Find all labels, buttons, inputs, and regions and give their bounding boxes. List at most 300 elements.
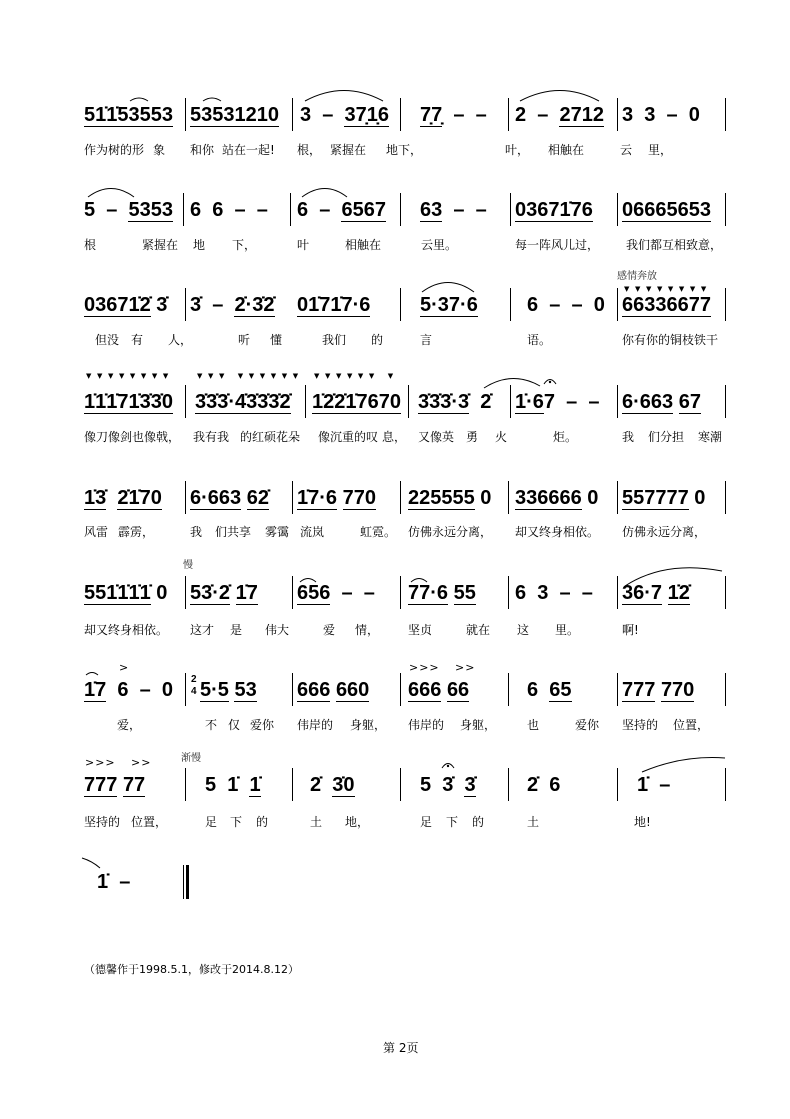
measure [408, 582, 476, 604]
lyric-word: 不 [205, 718, 218, 732]
measure [622, 199, 711, 221]
note-group: 55 [453, 582, 476, 604]
bar-line [725, 98, 726, 131]
measure [420, 199, 487, 221]
bar-line [185, 288, 186, 321]
bar-line [400, 576, 401, 609]
lyric-word: 的 [371, 333, 384, 347]
measure [622, 294, 711, 316]
lyric-word: 位置， [673, 718, 710, 732]
measure [190, 487, 269, 509]
lyric-word: 我 [622, 430, 635, 444]
bar-line [725, 768, 726, 801]
lyric-word: 地下， [386, 143, 423, 157]
bar-line [185, 673, 186, 706]
note-group: 3̇ – [190, 294, 235, 316]
note-group: 2̇ [310, 774, 333, 796]
lyric-word: 根 [84, 238, 97, 252]
lyric-word: 爱， [117, 718, 142, 732]
lyric-word: 云 [620, 143, 633, 157]
lyric-word: 足 [205, 815, 218, 829]
slur [82, 858, 100, 868]
note-group: 67 [678, 391, 701, 413]
note-group: 5353 [128, 199, 173, 221]
note-group: 7·6 [448, 294, 478, 316]
bar-line [725, 288, 726, 321]
measure [622, 487, 705, 509]
note-group: 3̇3̇3̇·3̇ [418, 391, 470, 413]
lyric-word: 流岚 [300, 525, 325, 539]
lyric-word: 相触在 [345, 238, 382, 252]
measure [84, 104, 173, 126]
lyric-word: 虹霓。 [360, 525, 397, 539]
measure [527, 679, 572, 701]
note-group: 37̣1̣6 [344, 104, 389, 126]
note-group: 5·3 [420, 294, 449, 316]
note-group: 2̇ 6 [527, 774, 561, 796]
note-group: – – [442, 199, 487, 221]
lyric-word: 坚贞 [408, 623, 433, 637]
lyric-word: 云里。 [421, 238, 458, 252]
bar-line [510, 288, 511, 321]
note-group: 53̇·2̇ [190, 582, 231, 604]
lyric-word: 爱你 [575, 718, 600, 732]
lyric-word: 却又终身相依。 [84, 623, 169, 637]
lyric-word: 爱 [323, 623, 336, 637]
note-group: 03671̇2̇ [84, 294, 151, 316]
measure [622, 391, 701, 413]
bar-line [185, 768, 186, 801]
lyric-word: 的 [472, 815, 485, 829]
note-group: 7·6 [341, 294, 371, 316]
lyric-word: 位置， [131, 815, 168, 829]
bar-line [725, 576, 726, 609]
lyric-word: 我 [190, 525, 203, 539]
note-group: 3̇0 [332, 774, 355, 796]
lyric-word: 站在一起! [222, 143, 275, 157]
lyric-word: 是 [230, 623, 243, 637]
lyric-word: 像沉重的叹 [318, 430, 379, 444]
note-group: 51̇1̇53553 [84, 104, 173, 126]
measure [515, 391, 600, 413]
bar-line [617, 768, 618, 801]
lyric-word: 伟大 [265, 623, 290, 637]
lyric-word: 地 [193, 238, 206, 252]
note-group: 551̇1̇1̇1̇ [84, 582, 151, 604]
bar-line [510, 385, 511, 418]
lyric-word: 炬。 [553, 430, 578, 444]
note-group: 1̇ – [637, 774, 671, 796]
note-group: 7̣7̣ [420, 104, 443, 126]
measure [84, 774, 145, 796]
page-number: 第 2页 [383, 1041, 419, 1055]
lyric-word: 紧握在 [330, 143, 367, 157]
lyric-word: 身躯， [460, 718, 497, 732]
accent-marks: ▼▼▼▼▼▼ ▼ [314, 372, 399, 380]
measure [515, 104, 604, 126]
lyric-word: 雾霭 [265, 525, 290, 539]
lyric-word: 仿佛永远分离， [408, 525, 493, 539]
note-group: 1̇2̇ [667, 582, 690, 604]
lyric-word: 和你 [190, 143, 215, 157]
fermata-icon [544, 380, 556, 385]
lyric-word: 象 [153, 143, 166, 157]
bar-line [508, 98, 509, 131]
measure [637, 774, 670, 796]
accent-mark: > [119, 661, 130, 674]
lyric-word: 寒潮 [698, 430, 723, 444]
measure [420, 294, 478, 316]
note-group [448, 582, 454, 604]
note-group: 6 6 – – [190, 199, 268, 221]
bar-line [725, 481, 726, 514]
note-group: 1̇·6 [515, 391, 544, 413]
note-group: 0 [150, 582, 168, 604]
measure [312, 391, 401, 413]
lyric-word: 言 [420, 333, 433, 347]
accent-marks: >> [455, 661, 476, 674]
note-group: – – [442, 104, 487, 126]
tempo-expressive-mark: 感情奔放 [617, 271, 657, 282]
lyric-word: 伟岸的 [408, 718, 445, 732]
final-bar-line [183, 865, 184, 899]
measure [527, 774, 560, 796]
note-group: 1̇3̇ [84, 487, 107, 509]
fermata-dot [549, 381, 551, 383]
fermata-icon [442, 764, 454, 769]
lyric-word: 坚持的 [84, 815, 121, 829]
measure [515, 199, 593, 221]
note-group: 63 [420, 199, 443, 221]
measure [190, 582, 258, 604]
measure [190, 199, 268, 221]
lyric-word: 里。 [555, 623, 580, 637]
accent-marks: >>> [409, 661, 440, 674]
lyric-word: 有 [131, 333, 144, 347]
lyric-word: 风雷 [84, 525, 109, 539]
note-group: 77 [122, 774, 146, 796]
note-group: 6 [527, 679, 550, 701]
bar-line [508, 576, 509, 609]
lyric-word: 仅 [228, 718, 241, 732]
measure [200, 679, 257, 701]
bar-line [400, 193, 401, 226]
lyric-word: 每一阵风儿过， [515, 238, 600, 252]
bar-line [292, 98, 293, 131]
note-group: 62̇ [246, 487, 269, 509]
lyric-word: 这 [517, 623, 530, 637]
note-group: 1̇ [249, 774, 261, 796]
note-group: 666 [408, 679, 442, 701]
note-group: 0 [474, 487, 492, 509]
note-group: 5 1̇ [205, 774, 250, 796]
tempo-slow-mark: 慢 [183, 560, 193, 571]
accent-marks: >> [131, 756, 152, 769]
measure [84, 391, 173, 413]
final-bar-line-thick [186, 865, 189, 899]
lyric-word: 下， [232, 238, 257, 252]
note-group [662, 582, 668, 604]
note-group: 336666 [515, 487, 582, 509]
time-signature-bottom: 4 [191, 686, 197, 697]
lyric-word: 叶 [297, 238, 310, 252]
bar-line [185, 481, 186, 514]
measure [297, 199, 386, 221]
note-group: 6 – – 0 [527, 294, 605, 316]
slur [422, 283, 474, 293]
note-group: 770 [660, 679, 695, 701]
bar-line [725, 673, 726, 706]
note-group: 1̇7 [84, 679, 107, 701]
note-group: 3 – [300, 104, 345, 126]
slur [642, 758, 725, 772]
lyric-word: 也 [527, 718, 540, 732]
lyric-word: 坚持的 [622, 718, 659, 732]
lyric-word: 土 [310, 815, 323, 829]
slur [130, 98, 148, 101]
measure [190, 104, 279, 126]
bar-line [185, 576, 186, 609]
measure [527, 294, 605, 316]
slur [302, 189, 347, 198]
note-group: 5 3̇ [420, 774, 465, 796]
note-group: 2712 [559, 104, 604, 126]
lyric-word: 相触在 [548, 143, 585, 157]
lyric-word: 们分担 [648, 430, 685, 444]
bar-line [508, 481, 509, 514]
lyric-word: 像刀像剑也像戟， [84, 430, 181, 444]
bar-line [617, 98, 618, 131]
lyric-word: 的 [256, 815, 269, 829]
lyric-word: 足 [420, 815, 433, 829]
note-group: 6 3 – – [515, 582, 593, 604]
slur [484, 378, 540, 388]
note-group: 225555 [408, 487, 475, 509]
measure [420, 774, 476, 796]
bar-line [292, 481, 293, 514]
measure [84, 487, 162, 509]
lyric-word: 霹雳， [118, 525, 155, 539]
lyric-word: 叶， [505, 143, 530, 157]
measure [297, 487, 376, 509]
note-group: 3̇3̇3̇·4̇3̇3̇3̇2̇ [195, 391, 291, 413]
measure [418, 391, 491, 413]
measure [205, 774, 261, 796]
lyric-word: 语。 [527, 333, 552, 347]
measure [622, 582, 690, 604]
measure [310, 774, 355, 796]
measure [408, 679, 469, 701]
lyric-word: 我们都互相致意， [626, 238, 723, 252]
slur [520, 91, 599, 102]
measure [84, 582, 167, 604]
bar-line [408, 385, 409, 418]
note-group: 01̇71̇ [297, 294, 342, 316]
lyric-word: 作为树的形 [84, 143, 145, 157]
measure [297, 679, 369, 701]
lyric-word: 火 [495, 430, 508, 444]
note-group: 06665653 [622, 199, 711, 221]
measure [84, 294, 167, 316]
bar-line [617, 288, 618, 321]
note-group [241, 487, 247, 509]
note-group: 1̇7·6 [297, 487, 338, 509]
note-group: 777 [84, 774, 118, 796]
slur [203, 98, 221, 101]
note-group: 6·663 [622, 391, 674, 413]
lyric-word: 们共享 [215, 525, 252, 539]
bar-line [617, 385, 618, 418]
lyric-word: 下 [230, 815, 243, 829]
lyric-word: 下 [446, 815, 459, 829]
note-group [673, 391, 679, 413]
bar-line [510, 193, 511, 226]
bar-line [292, 768, 293, 801]
measure [297, 294, 370, 316]
bar-line [292, 673, 293, 706]
measure [195, 391, 291, 413]
note-group: 7 – – [543, 391, 600, 413]
lyric-word: 就在 [466, 623, 491, 637]
tempo-ritardando-mark: 渐慢 [181, 753, 201, 764]
bar-line [292, 576, 293, 609]
bar-line [617, 673, 618, 706]
note-group: 0 [581, 487, 599, 509]
note-group: 2̇ [469, 391, 492, 413]
note-group: 03671̇76 [515, 199, 593, 221]
lyric-word: 你有你的铜枝铁干 [622, 333, 719, 347]
measure [300, 104, 389, 126]
measure [420, 104, 487, 126]
lyric-word: 懂 [270, 333, 283, 347]
lyric-word: 听 [238, 333, 251, 347]
bar-line [183, 193, 184, 226]
note-group: 5 – [84, 199, 129, 221]
bar-line [185, 385, 186, 418]
slur [88, 189, 134, 198]
note-group: 53 [234, 679, 257, 701]
note-group: 666 [297, 679, 331, 701]
note-group: 66 [446, 679, 470, 701]
note-group [106, 487, 117, 509]
lyric-word: 伟岸的 [297, 718, 334, 732]
bar-line [508, 673, 509, 706]
lyric-word: 仿佛永远分离， [622, 525, 707, 539]
note-group: 6·663 [190, 487, 242, 509]
note-group [337, 487, 343, 509]
note-group: 0 [688, 487, 706, 509]
note-group: 6 – [297, 199, 342, 221]
lyric-word: 地! [634, 815, 651, 829]
note-group: 6 – 0 [106, 679, 173, 701]
bar-line [305, 385, 306, 418]
time-signature-top: 2 [191, 674, 197, 685]
bar-line [400, 288, 401, 321]
note-group: 2 – [515, 104, 560, 126]
measure [297, 582, 375, 604]
bar-line [725, 193, 726, 226]
note-group: 5·5 [200, 679, 229, 701]
note-group: 1̇ – [97, 871, 131, 893]
accent-marks: ▼▼▼▼▼▼▼▼ [86, 372, 174, 380]
bar-line [400, 768, 401, 801]
measure [515, 582, 593, 604]
bar-line [617, 576, 618, 609]
lyric-word: 我们 [322, 333, 347, 347]
lyric-word: 情， [355, 623, 380, 637]
measure [622, 104, 700, 126]
bar-line [400, 673, 401, 706]
measure [515, 487, 598, 509]
bar-line [290, 193, 291, 226]
note-group: 557777 [622, 487, 689, 509]
bar-line [617, 481, 618, 514]
accent-marks: ▼▼▼▼▼▼▼▼ [624, 285, 712, 293]
measure [97, 871, 130, 893]
measure [190, 294, 275, 316]
lyric-word: 息， [382, 430, 407, 444]
bar-line [617, 193, 618, 226]
bar-line [185, 98, 186, 131]
lyric-word: 根， [297, 143, 322, 157]
note-group: 777 [622, 679, 656, 701]
lyric-word: 土 [527, 815, 540, 829]
bar-line [400, 98, 401, 131]
note-group: 660 [335, 679, 370, 701]
composition-note: （德馨作于1998.5.1，修改于2014.8.12） [84, 963, 299, 976]
note-group: 3̇ [464, 774, 476, 796]
note-group: 36·7 [622, 582, 663, 604]
note-group: 1̇7 [235, 582, 258, 604]
measure [622, 679, 694, 701]
bar-line [725, 385, 726, 418]
lyric-word: 我有我 [193, 430, 230, 444]
measure [408, 487, 491, 509]
fermata-dot [447, 765, 449, 767]
measure [84, 679, 173, 701]
note-group: 3̇ [150, 294, 168, 316]
lyric-word: 勇 [466, 430, 479, 444]
note-group: 6567 [341, 199, 386, 221]
measure [84, 199, 173, 221]
lyric-word: 里， [648, 143, 673, 157]
note-group: – – [330, 582, 375, 604]
note-group: 656 [297, 582, 331, 604]
note-group: 1̇1̇1̇71̇3̇3̇0 [84, 391, 173, 413]
lyric-word: 身躯， [350, 718, 387, 732]
lyric-word: 的红硕花朵 [240, 430, 301, 444]
lyric-word: 却又终身相依。 [515, 525, 600, 539]
lyric-word: 啊! [622, 623, 639, 637]
lyric-word: 这才 [190, 623, 215, 637]
note-group: 3 3 – 0 [622, 104, 700, 126]
lyric-word: 又像英 [418, 430, 455, 444]
lyric-word: 但没 [95, 333, 120, 347]
lyric-word: 紧握在 [142, 238, 179, 252]
accent-marks: ▼▼▼ ▼▼▼▼▼▼ [197, 372, 304, 380]
accent-marks: >>> [85, 756, 116, 769]
note-group: 2̇·3̇2̇ [234, 294, 275, 316]
lyric-word: 地， [345, 815, 370, 829]
lyric-word: 爱你 [250, 718, 275, 732]
note-group: 53531210 [190, 104, 279, 126]
slur [86, 673, 98, 676]
note-group: 770 [342, 487, 376, 509]
bar-line [508, 768, 509, 801]
note-group: 65 [549, 679, 572, 701]
note-group [230, 582, 236, 604]
note-group: 1̇2̇2̇1̇7670 [312, 391, 401, 413]
